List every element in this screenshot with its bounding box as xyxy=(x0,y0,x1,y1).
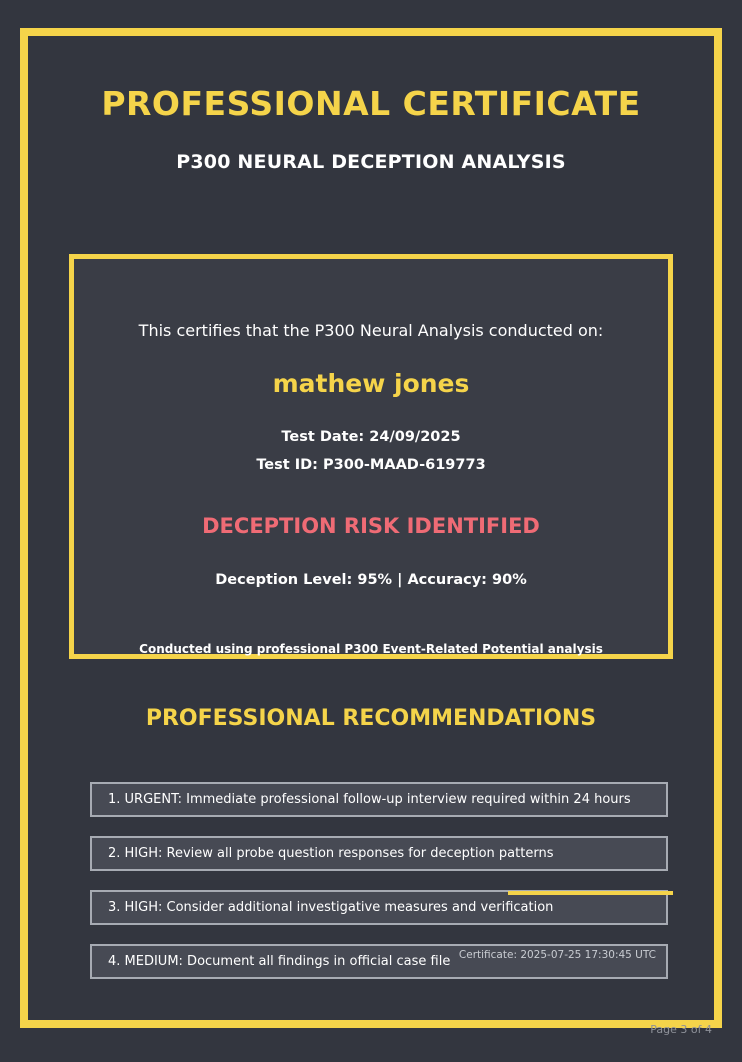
risk-status-banner: DECEPTION RISK IDENTIFIED xyxy=(202,514,540,538)
list-item: 1. URGENT: Immediate professional follow-up interview required within 24 hours xyxy=(90,782,668,817)
list-item: 2. HIGH: Review all probe question responses for deception patterns xyxy=(90,836,668,871)
certificate-detail-panel xyxy=(69,254,673,659)
page-title: PROFESSIONAL CERTIFICATE xyxy=(101,84,641,123)
list-item: 3. HIGH: Consider additional investigative measures and verification xyxy=(90,890,668,925)
certificate-timestamp: Certificate: 2025-07-25 17:30:45 UTC xyxy=(458,949,656,961)
recommendations-heading: PROFESSIONAL RECOMMENDATIONS xyxy=(145,706,597,731)
subject-name: mathew jones xyxy=(272,369,470,398)
certificate-border xyxy=(20,28,722,1028)
deception-accuracy-values: Deception Level: 95% | Accuracy: 90% xyxy=(215,572,527,588)
list-item: 4. MEDIUM: Document all findings in official case file xyxy=(90,944,668,979)
certificate-content xyxy=(28,36,714,1020)
accent-rule xyxy=(508,891,673,895)
certifies-statement: This certifies that the P300 Neural Analysis conducted on: xyxy=(138,321,604,340)
methodology-note: Conducted using professional P300 Event-Related Potential analysis xyxy=(139,642,603,656)
page-subtitle: P300 NEURAL DECEPTION ANALYSIS xyxy=(176,151,566,173)
page-number: Page 3 of 4 xyxy=(650,1023,712,1036)
recommendations-list xyxy=(90,782,668,998)
test-id: Test ID: P300-MAAD-619773 xyxy=(256,457,486,473)
test-date: Test Date: 24/09/2025 xyxy=(281,429,461,445)
